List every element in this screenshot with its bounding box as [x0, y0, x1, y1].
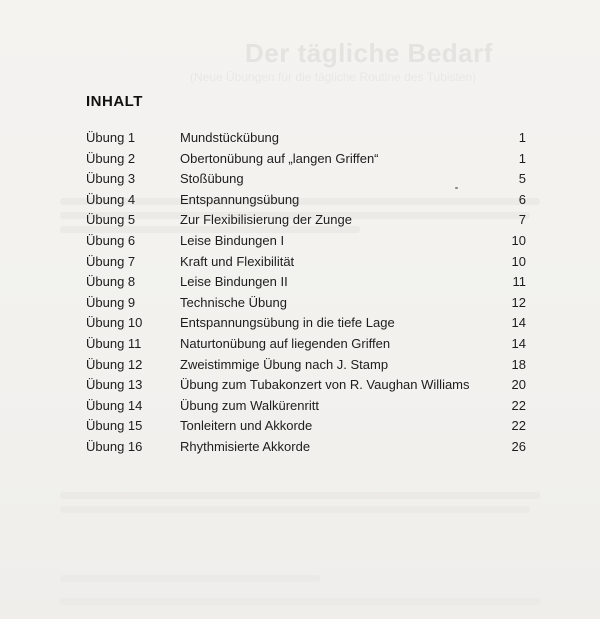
toc-entry-page: 12	[511, 294, 526, 310]
toc-entry-number: Übung 6	[86, 232, 136, 248]
toc-entry	[86, 128, 526, 149]
toc-entry-title: Übung zum Tubakonzert von R. Vaughan Williams	[180, 377, 470, 393]
toc-entry-page: 11	[512, 274, 526, 290]
toc-entry-number: Übung 2	[86, 150, 136, 166]
toc-entry-page: 1	[518, 150, 526, 166]
paper-speck	[455, 187, 458, 189]
toc-entry	[86, 437, 526, 458]
toc-entry-number: Übung 13	[86, 377, 143, 393]
toc-entry-number: Übung 3	[86, 171, 136, 187]
toc-entry	[86, 416, 526, 437]
toc-entry	[86, 190, 526, 211]
toc-heading: INHALT	[86, 93, 143, 110]
toc-entry-title: Leise Bindungen II	[180, 274, 288, 290]
toc-entry-title: Obertonübung auf „langen Griffen“	[180, 150, 379, 166]
toc-entry	[86, 272, 526, 293]
show-through-subtitle: (Neue Übungen für die tägliche Routine des Tubisten)	[190, 70, 477, 84]
toc-entry-number: Übung 15	[86, 418, 143, 434]
show-through-title: Der tägliche Bedarf	[245, 38, 493, 68]
show-through-line	[60, 598, 540, 605]
toc-entry-title: Entspannungsübung	[180, 191, 300, 207]
toc-entry	[86, 396, 526, 417]
toc-entry-title: Leise Bindungen I	[180, 232, 285, 248]
toc-entry-number: Übung 7	[86, 253, 136, 269]
toc-entry-number: Übung 16	[86, 438, 143, 454]
toc-entry-number: Übung 14	[86, 397, 143, 413]
toc-entry	[86, 169, 526, 190]
toc-entry	[86, 149, 526, 170]
toc-entry-page: 14	[511, 315, 526, 331]
toc-entry-page: 18	[511, 356, 526, 372]
toc-entry-title: Zweistimmige Übung nach J. Stamp	[180, 356, 389, 372]
toc-entry-title: Tonleitern und Akkorde	[180, 418, 313, 434]
toc-entry-number: Übung 8	[86, 274, 136, 290]
toc-entry-title: Technische Übung	[180, 294, 287, 310]
toc-entry	[86, 210, 526, 231]
toc-entry-page: 1	[518, 130, 526, 145]
toc-entry-number: Übung 5	[86, 212, 136, 228]
toc-entry-number: Übung 11	[86, 335, 142, 351]
toc-entry-page: 10	[511, 232, 526, 248]
toc-entry-number: Übung 4	[86, 191, 136, 207]
toc-entry	[86, 293, 526, 314]
toc-entry-title: Kraft und Flexibilität	[180, 253, 295, 269]
show-through-line	[60, 575, 320, 582]
toc-entry-page: 5	[518, 171, 526, 187]
toc-entry-number: Übung 9	[86, 294, 136, 310]
toc-entry-title: Übung zum Walkürenritt	[180, 397, 319, 413]
table-of-contents	[86, 128, 526, 458]
toc-entry-number: Übung 12	[86, 356, 143, 372]
toc-entry-page: 6	[518, 191, 526, 207]
toc-entry-title: Stoßübung	[180, 171, 244, 187]
toc-entry-page: 26	[511, 438, 526, 454]
toc-entry-page: 10	[511, 253, 526, 269]
toc-entry-number: Übung 10	[86, 315, 143, 331]
toc-entry	[86, 252, 526, 273]
toc-entry-page: 14	[511, 335, 526, 351]
toc-entry	[86, 231, 526, 252]
toc-entry	[86, 334, 526, 355]
toc-entry-title: Entspannungsübung in die tiefe Lage	[180, 315, 395, 331]
toc-entry-page: 22	[511, 418, 526, 434]
toc-entry-title: Naturtonübung auf liegenden Griffen	[180, 335, 391, 351]
toc-entry	[86, 355, 526, 376]
toc-entry-page: 20	[511, 377, 526, 393]
toc-entry-number: Übung 1	[86, 130, 136, 145]
toc-entry-page: 22	[511, 397, 526, 413]
toc-entry-title: Zur Flexibilisierung der Zunge	[180, 212, 352, 228]
toc-entry-title: Mundstückübung	[180, 130, 280, 145]
toc-entry	[86, 375, 526, 396]
toc-entry	[86, 313, 526, 334]
show-through-line	[60, 492, 540, 499]
show-through-line	[60, 506, 530, 513]
toc-entry-page: 7	[518, 212, 526, 228]
toc-entry-title: Rhythmisierte Akkorde	[180, 438, 311, 454]
